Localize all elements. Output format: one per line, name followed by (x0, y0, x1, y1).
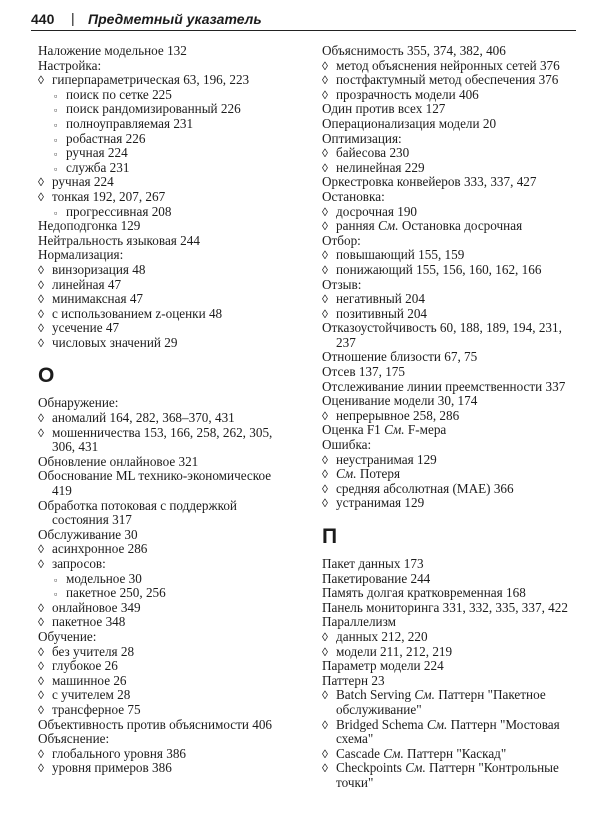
index-subentry (38, 615, 300, 630)
entry-text: повышающий 155, 159 (336, 247, 465, 263)
entry-text: робастная 226 (66, 130, 146, 146)
entry-text: Пакет данных 173 (322, 556, 424, 571)
entry-continuation: 306, 431 (52, 439, 99, 455)
diamond-bullet-icon: ◊ (38, 73, 44, 88)
diamond-bullet-icon: ◊ (38, 702, 44, 717)
entry-text: Отбор: (322, 232, 361, 248)
entry-text: постфактумный метод обеспечения 376 (336, 72, 559, 88)
index-entry (38, 59, 300, 74)
page-title: Предметный указатель (88, 11, 262, 27)
index-subentry (38, 557, 300, 572)
square-bullet-icon: ▫ (54, 149, 58, 160)
index-entry (38, 248, 300, 263)
entry-text: тонкая 192, 207, 267 (52, 188, 166, 204)
index-subentry (322, 219, 584, 234)
diamond-bullet-icon: ◊ (38, 746, 44, 761)
index-subsubentry (38, 205, 300, 220)
see-reference: См. (384, 422, 405, 438)
diamond-bullet-icon: ◊ (38, 306, 44, 321)
index-entry (322, 278, 584, 293)
index-subentry (322, 161, 584, 176)
entry-continuation: точки" (336, 774, 374, 790)
index-subentry (38, 645, 300, 660)
entry-text: Оркестровка конвейеров 333, 337, 427 (322, 174, 537, 190)
entry-text: Параметр модели 224 (322, 658, 444, 674)
see-reference: См. (405, 760, 426, 776)
index-subentry (38, 292, 300, 307)
index-entry (322, 601, 584, 616)
entry-text: Панель мониторинга 331, 332, 335, 337, 422 (322, 599, 568, 615)
entry-text: Нейтральность языковая 244 (38, 232, 200, 248)
section-letter: О (38, 364, 55, 388)
see-target: Паттерн "Контрольные (429, 760, 559, 776)
index-entry (322, 132, 584, 147)
see-target: Паттерн "Каскад" (407, 745, 507, 761)
entry-text: гиперпараметрическая 63, 196, 223 (52, 72, 250, 88)
diamond-bullet-icon: ◊ (38, 411, 44, 426)
index-subsubentry (38, 102, 300, 117)
diamond-bullet-icon: ◊ (322, 160, 328, 175)
index-subentry (322, 482, 584, 497)
entry-text: Операционализация модели 20 (322, 115, 497, 131)
entry-text: запросов: (52, 556, 106, 571)
index-entry (38, 396, 300, 411)
index-entry (322, 234, 584, 249)
header-separator: | (71, 10, 75, 26)
entry-text: ручная 224 (52, 174, 114, 190)
diamond-bullet-icon: ◊ (38, 644, 44, 659)
square-bullet-icon: ▫ (54, 119, 58, 130)
diamond-bullet-icon: ◊ (322, 496, 328, 511)
entry-text: с учителем 28 (52, 687, 131, 703)
see-reference: См. (378, 218, 399, 234)
entry-text: Checkpoints (336, 760, 402, 776)
index-subentry (322, 263, 584, 278)
diamond-bullet-icon: ◊ (38, 761, 44, 776)
entry-text: поиск по сетке 225 (66, 86, 172, 102)
entry-continuation: обслуживание" (336, 701, 422, 717)
index-subsubentry (38, 572, 300, 587)
entry-text: Отслеживание линии преемственности 337 (322, 378, 566, 394)
diamond-bullet-icon: ◊ (38, 659, 44, 674)
entry-text: непрерывное 258, 286 (336, 407, 460, 423)
index-entry (322, 557, 584, 572)
entry-text: Один против всех 127 (322, 101, 446, 117)
index-entry (38, 718, 300, 733)
diamond-bullet-icon: ◊ (38, 175, 44, 190)
entry-text: ручная 224 (66, 145, 128, 161)
entry-text: модели 211, 212, 219 (336, 643, 453, 659)
index-subentry (38, 307, 300, 322)
diamond-bullet-icon: ◊ (38, 189, 44, 204)
index-entry (322, 659, 584, 674)
entry-text: нелинейная 229 (336, 159, 425, 175)
entry-text: полноуправляемая 231 (66, 115, 194, 131)
entry-text: асинхронное 286 (52, 541, 148, 557)
see-reference: См. (414, 687, 435, 703)
square-bullet-icon: ▫ (54, 105, 58, 116)
index-subsubentry (38, 117, 300, 132)
diamond-bullet-icon: ◊ (38, 262, 44, 277)
diamond-bullet-icon: ◊ (38, 335, 44, 350)
index-subentry (322, 59, 584, 74)
entry-text: Пакетирование 244 (322, 570, 431, 586)
entry-text: Отсев 137, 175 (322, 364, 405, 380)
diamond-bullet-icon: ◊ (38, 292, 44, 307)
index-subentry (322, 88, 584, 103)
entry-text: трансферное 75 (52, 701, 141, 717)
index-entry (38, 499, 300, 514)
diamond-bullet-icon: ◊ (322, 717, 328, 732)
entry-text: Оценивание модели 30, 174 (322, 393, 478, 409)
index-entry (322, 321, 584, 336)
entry-continuation: состояния 317 (52, 512, 132, 528)
index-entry (322, 102, 584, 117)
index-subentry (322, 248, 584, 263)
diamond-bullet-icon: ◊ (322, 467, 328, 482)
entry-text: без учителя 28 (52, 643, 135, 659)
entry-text: онлайновое 349 (52, 599, 141, 615)
entry-text: Объективность против объяснимости 406 (38, 716, 273, 732)
diamond-bullet-icon: ◊ (322, 761, 328, 776)
index-subsubentry (38, 132, 300, 147)
index-entry (322, 572, 584, 587)
see-target: Потеря (359, 466, 401, 482)
index-subentry (322, 146, 584, 161)
index-entry (322, 175, 584, 190)
diamond-bullet-icon: ◊ (322, 219, 328, 234)
index-subentry (322, 496, 584, 511)
index-entry (322, 350, 584, 365)
index-subentry (38, 688, 300, 703)
index-subentry (322, 467, 584, 482)
entry-text: Обнаружение: (38, 395, 119, 411)
index-column-right (322, 44, 584, 791)
index-entry (322, 586, 584, 601)
index-subentry (322, 688, 584, 703)
entry-text: Batch Serving (336, 687, 412, 703)
entry-text: прозрачность модели 406 (336, 86, 479, 102)
entry-text: Настройка: (38, 57, 102, 73)
index-subentry (38, 703, 300, 718)
entry-text: Ошибка: (322, 437, 372, 453)
index-subentry (38, 761, 300, 776)
entry-text: Недоподгонка 129 (38, 218, 141, 234)
entry-text: глобального уровня 386 (52, 745, 187, 761)
index-subentry (322, 409, 584, 424)
entry-text: уровня примеров 386 (52, 760, 172, 776)
index-entry (38, 234, 300, 249)
diamond-bullet-icon: ◊ (38, 615, 44, 630)
index-entry (322, 380, 584, 395)
square-bullet-icon: ▫ (54, 90, 58, 101)
index-subentry (38, 73, 300, 88)
diamond-bullet-icon: ◊ (38, 277, 44, 292)
index-subentry (322, 73, 584, 88)
index-entry (38, 528, 300, 543)
index-subentry (38, 659, 300, 674)
diamond-bullet-icon: ◊ (322, 87, 328, 102)
index-subentry (322, 205, 584, 220)
diamond-bullet-icon: ◊ (322, 688, 328, 703)
entry-text: Отзыв: (322, 276, 362, 292)
index-subentry (38, 542, 300, 557)
entry-text: Объяснимость 355, 374, 382, 406 (322, 43, 506, 58)
see-reference: См. (336, 466, 357, 482)
diamond-bullet-icon: ◊ (38, 321, 44, 336)
diamond-bullet-icon: ◊ (38, 542, 44, 557)
entry-text: винзоризация 48 (52, 261, 146, 277)
page-number: 440 (31, 11, 55, 27)
entry-text: линейная 47 (52, 276, 122, 292)
diamond-bullet-icon: ◊ (322, 204, 328, 219)
diamond-bullet-icon: ◊ (38, 688, 44, 703)
index-entry (322, 365, 584, 380)
entry-text: Оптимизация: (322, 130, 402, 146)
diamond-bullet-icon: ◊ (322, 306, 328, 321)
entry-text: глубокое 26 (52, 658, 118, 674)
index-subentry (322, 761, 584, 776)
index-entry (322, 615, 584, 630)
diamond-bullet-icon: ◊ (322, 58, 328, 73)
index-entry (38, 732, 300, 747)
diamond-bullet-icon: ◊ (322, 481, 328, 496)
see-reference: См. (383, 745, 404, 761)
index-subentry (38, 336, 300, 351)
diamond-bullet-icon: ◊ (322, 746, 328, 761)
index-subsubentry (38, 161, 300, 176)
index-entry (322, 423, 584, 438)
see-target: Паттерн "Пакетное (438, 687, 546, 703)
entry-text: служба 231 (66, 159, 130, 175)
index-subentry (322, 645, 584, 660)
entry-text: Обновление онлайновое 321 (38, 453, 199, 469)
index-subentry (38, 175, 300, 190)
diamond-bullet-icon: ◊ (322, 629, 328, 644)
see-target: Остановка досрочная (401, 218, 523, 234)
entry-text: Отношение близости 67, 75 (322, 349, 478, 365)
entry-text: Отказоустойчивость 60, 188, 189, 194, 231, (322, 320, 562, 336)
entry-text: Оценка F1 (322, 422, 381, 438)
index-entry (38, 455, 300, 470)
entry-text: байесова 230 (336, 145, 410, 161)
index-subentry (38, 263, 300, 278)
entry-text: ранняя (336, 218, 375, 234)
entry-continuation: 419 (52, 483, 72, 499)
index-subentry (38, 321, 300, 336)
entry-text: Параллелизм (322, 614, 396, 630)
entry-text: с использованием z-оценки 48 (52, 305, 223, 321)
index-subentry (322, 747, 584, 762)
index-subentry (38, 674, 300, 689)
entry-text: неустранимая 129 (336, 451, 437, 467)
entry-text: усечение 47 (52, 320, 120, 336)
index-entry (322, 394, 584, 409)
entry-text: Cascade (336, 745, 380, 761)
entry-text: Наложение модельное 132 (38, 43, 187, 58)
entry-text: понижающий 155, 156, 160, 162, 166 (336, 261, 542, 277)
index-entry (38, 469, 300, 484)
index-entry (38, 630, 300, 645)
index-column-left (38, 44, 300, 776)
index-subentry (322, 630, 584, 645)
entry-text: Остановка: (322, 188, 385, 204)
square-bullet-icon: ▫ (54, 134, 58, 145)
entry-text: числовых значений 29 (52, 334, 178, 350)
entry-text: Обучение: (38, 628, 97, 644)
entry-text: устранимая 129 (336, 495, 425, 511)
entry-text: машинное 26 (52, 672, 127, 688)
index-entry (322, 674, 584, 689)
diamond-bullet-icon: ◊ (38, 673, 44, 688)
entry-text: пакетное 348 (52, 614, 126, 630)
see-reference: См. (426, 716, 448, 732)
diamond-bullet-icon: ◊ (322, 292, 328, 307)
entry-text: позитивный 204 (336, 305, 428, 321)
diamond-bullet-icon: ◊ (322, 408, 328, 423)
see-target: F-мера (407, 422, 447, 438)
diamond-bullet-icon: ◊ (38, 425, 44, 440)
index-subentry (322, 718, 584, 733)
entry-text: минимаксная 47 (52, 291, 144, 307)
index-subentry (38, 411, 300, 426)
entry-text: Обоснование ML технико-экономическое (38, 468, 272, 484)
index-subentry (38, 190, 300, 205)
entry-text: негативный 204 (336, 291, 425, 307)
square-bullet-icon: ▫ (54, 207, 58, 218)
index-subentry (322, 292, 584, 307)
entry-text: Объяснение: (38, 731, 110, 747)
index-subsubentry (38, 586, 300, 601)
entry-text: данных 212, 220 (336, 628, 428, 644)
entry-text: средняя абсолютная (MAE) 366 (336, 480, 514, 496)
entry-text: досрочная 190 (336, 203, 418, 219)
entry-continuation: схема" (336, 731, 374, 747)
index-subentry (38, 747, 300, 762)
index-entry (322, 438, 584, 453)
index-subentry (322, 307, 584, 322)
index-subentry (38, 426, 300, 441)
entry-continuation: 237 (336, 334, 356, 350)
diamond-bullet-icon: ◊ (322, 262, 328, 277)
index-entry (38, 219, 300, 234)
entry-text: пакетное 250, 256 (66, 585, 166, 601)
entry-text: Обработка потоковая с поддержкой (38, 497, 237, 513)
section-letter: П (322, 525, 338, 548)
square-bullet-icon: ▫ (54, 589, 58, 600)
index-subentry (38, 278, 300, 293)
diamond-bullet-icon: ◊ (38, 600, 44, 615)
entry-text: мошенничества 153, 166, 258, 262, 305, (52, 424, 273, 440)
index-entry (322, 44, 584, 59)
diamond-bullet-icon: ◊ (322, 452, 328, 467)
entry-text: Обслуживание 30 (38, 526, 138, 542)
square-bullet-icon: ▫ (54, 163, 58, 174)
index-entry (38, 44, 300, 59)
diamond-bullet-icon: ◊ (322, 248, 328, 263)
page-header (31, 8, 576, 31)
diamond-bullet-icon: ◊ (322, 644, 328, 659)
index-subsubentry (38, 146, 300, 161)
entry-text: Паттерн 23 (322, 672, 385, 688)
entry-text: Bridged Schema (336, 716, 424, 732)
see-target: Паттерн "Мостовая (450, 716, 560, 732)
diamond-bullet-icon: ◊ (38, 557, 44, 571)
entry-text: аномалий 164, 282, 368–370, 431 (52, 410, 235, 426)
square-bullet-icon: ▫ (54, 574, 58, 585)
index-subentry (38, 601, 300, 616)
diamond-bullet-icon: ◊ (322, 73, 328, 88)
entry-text: Память долгая кратковременная 168 (322, 585, 526, 601)
diamond-bullet-icon: ◊ (322, 146, 328, 161)
entry-text: Нормализация: (38, 247, 124, 263)
entry-text: метод объяснения нейронных сетей 376 (336, 57, 560, 73)
index-entry (322, 117, 584, 132)
entry-text: поиск рандомизированный 226 (66, 101, 241, 117)
entry-text: прогрессивная 208 (66, 203, 172, 219)
index-subsubentry (38, 88, 300, 103)
index-subentry (322, 453, 584, 468)
index-entry (322, 190, 584, 205)
entry-text: модельное 30 (66, 570, 142, 586)
